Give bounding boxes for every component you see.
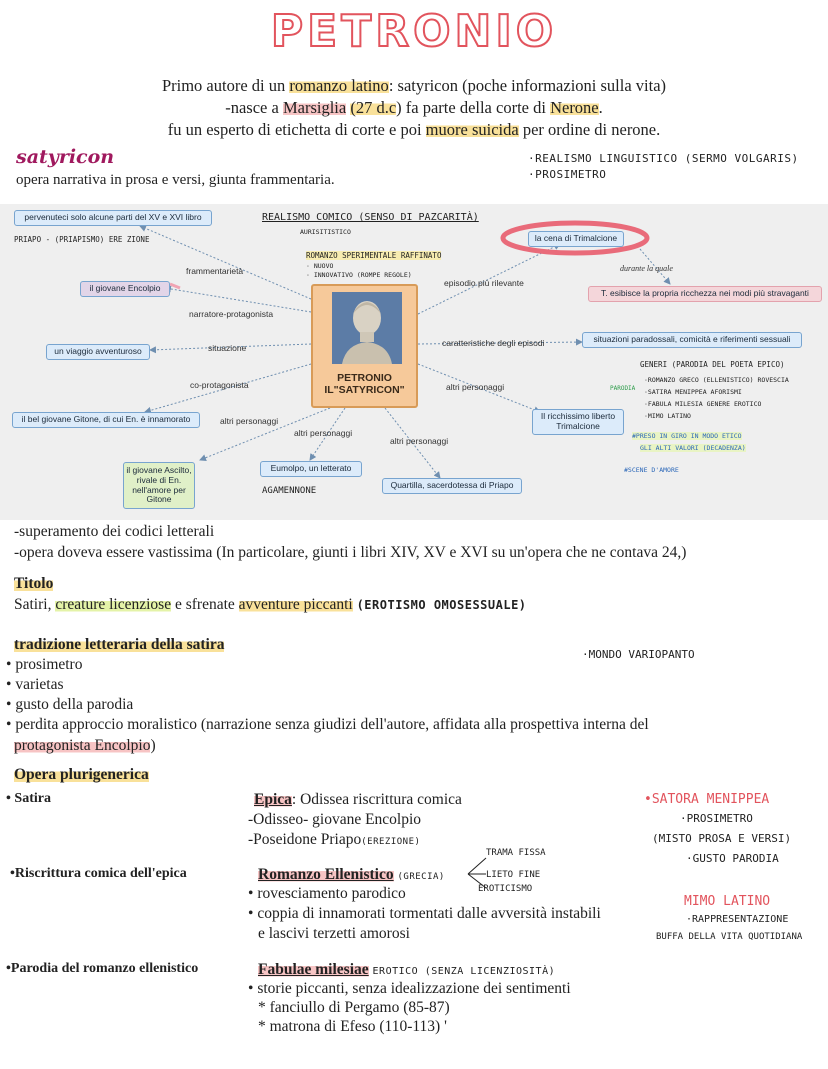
node-cena: la cena di Trimalcione <box>528 231 624 247</box>
hand-generi: GENERI (PARODIA DEL POETA EPICO) <box>640 360 785 369</box>
fabulae-item-1: • storie piccanti, senza idealizzazione dei sentimenti <box>248 980 571 997</box>
highlight: Epica <box>254 791 292 808</box>
text: storie piccanti, senza idealizzazione dei sentimenti <box>257 980 571 997</box>
node-pervenuteci: pervenuteci solo alcune parti del XV e XVI libro <box>14 210 212 226</box>
hand-g5: #PRESO IN GIRO IN MODO ETICO <box>632 432 742 440</box>
hand-parodia: PARODIA <box>610 385 636 392</box>
text: e sfrenate <box>171 596 239 613</box>
satyricon-desc: opera narrativa in prosa e versi, giunta frammentaria. <box>16 172 335 188</box>
hand-g7: #SCENE D'AMORE <box>624 466 679 474</box>
note-mimo-latino: MIMO LATINO <box>684 894 771 909</box>
text: ) <box>150 737 156 754</box>
node-quartilla: Quartilla, sacerdotessa di Priapo <box>382 478 522 494</box>
opera-heading: Opera plurigenerica <box>14 766 149 783</box>
text: . <box>598 98 603 117</box>
edge-episodio: episodio più rilevante <box>444 278 524 288</box>
edge-coprotagonista: co-protagonista <box>190 380 249 390</box>
hand-g1: ·ROMANZO GRECO (ELLENISTICO) ROVESCIA <box>644 376 789 384</box>
note-mimo-rappr: ·RAPPRESENTAZIONE <box>686 914 789 925</box>
edge-frammentarieta: frammentarietà <box>186 266 244 276</box>
tradizione-item-3: • gusto della parodia <box>6 696 134 713</box>
highlight: (27 d.c <box>350 98 397 117</box>
note-trama: TRAMA FISSA <box>486 848 546 858</box>
hand-romanzo: ROMANZO SPERIMENTALE RAFFINATO <box>306 251 442 260</box>
page-title: PETRONIO <box>270 6 558 57</box>
highlight: romanzo latino <box>289 76 389 95</box>
edge-altri-1: altri personaggi <box>220 416 279 426</box>
highlight: Nerone <box>550 98 599 117</box>
highlight: creature licenziose <box>55 596 172 613</box>
codici-line-1: -superamento dei codici letterali <box>14 523 215 540</box>
tradizione-item-1: • prosimetro <box>6 656 83 673</box>
row-riscrittura: •Riscrittura comica dell'epica <box>10 866 187 881</box>
text: gusto della parodia <box>15 696 134 713</box>
highlight: Fabulae milesiae <box>258 961 369 978</box>
note-lieto: LIETO FINE <box>486 870 541 880</box>
hand-nuovo: · NUOVO <box>306 262 334 270</box>
romanzo-item-2b: e lascivi terzetti amorosi <box>258 925 410 942</box>
concept-map <box>0 204 828 520</box>
node-situazioni: situazioni paradossali, comicità e riferimenti sessuali <box>582 332 802 348</box>
note-sm-gusto: ·GUSTO PARODIA <box>686 852 779 865</box>
intro-line-1 <box>0 76 828 96</box>
tradizione-item-4: • perdita approccio moralistico (narrazione senza giudizi dell'autore, affidata alla prospettiva interna del <box>6 716 649 733</box>
hand-innovativo: · INNOVATIVO (ROMPE REGOLE) <box>306 271 412 279</box>
text: rovesciamento parodico <box>257 885 406 902</box>
node-eumolpo: Eumolpo, un letterato <box>260 461 362 477</box>
text: coppia di innamorati tormentati dalle avversità instabili <box>257 905 601 922</box>
titolo-heading: Titolo <box>14 575 54 592</box>
handwritten-note: (EREZIONE) <box>361 837 421 847</box>
handwritten-note: (EROTISMO OMOSESSUALE) <box>356 598 527 612</box>
romanzo-item-1: • rovesciamento parodico <box>248 885 406 902</box>
edge-caratteristiche: caratteristiche degli episodi <box>442 338 545 348</box>
hand-realismo: REALISMO COMICO (SENSO DI PAZCARITÀ) <box>262 212 479 223</box>
note-sm-misto: (MISTO PROSA E VERSI) <box>652 832 792 845</box>
edge-altri-3: altri personaggi <box>390 436 449 446</box>
highlight: Marsiglia <box>282 98 347 117</box>
hand-g6: GLI ALTI VALORI (DECADENZA) <box>640 444 746 452</box>
codici-line-2: -opera doveva essere vastissima (In particolare, giunti i libri XIV, XV e XVI su un'opera che ne contava 24,) <box>14 544 687 561</box>
edge-situazione: situazione <box>208 343 247 353</box>
text: Satiri, <box>14 596 56 613</box>
tradizione-item-2: • varietas <box>6 676 64 693</box>
hand-agamennone: AGAMENNONE <box>262 486 317 496</box>
handwritten-note: EROTICO (SENZA LICENZIOSITÀ) <box>372 966 556 977</box>
intro-line-3 <box>0 120 828 140</box>
edge-narratore: narratore-protagonista <box>189 309 274 319</box>
satyricon-heading: satyricon <box>16 146 115 168</box>
note-mondo: ·MONDO VARIOPANTO <box>582 648 695 661</box>
note-sm-prosimetro: ·PROSIMETRO <box>680 812 753 825</box>
handwritten-note: (GRECIA) <box>397 872 445 882</box>
text: : Odissea riscrittura comica <box>291 791 462 808</box>
text: fu un esperto di etichetta di corte e poi <box>167 120 426 139</box>
edge-altri-2: altri personaggi <box>294 428 353 438</box>
tradizione-heading: tradizione letteraria della satira <box>14 636 225 653</box>
center-label: PETRONIO IL"SATYRICON" <box>324 372 405 397</box>
intro-line-2 <box>0 98 828 118</box>
text: perdita approccio moralistico (narrazione senza giudizi dell'autore, affidata alla prospettiva interna del <box>15 716 649 733</box>
epica-item-2 <box>248 831 420 849</box>
node-ascilto: il giovane Ascilto, rivale di En. nell'amore per Gitone <box>123 462 195 509</box>
highlight: muore suicida <box>425 120 519 139</box>
node-gitone: il bel giovane Gitone, di cui En. è innamorato <box>12 412 200 428</box>
highlight: avventure piccanti <box>238 596 353 613</box>
highlight: Romanzo Ellenistico <box>258 866 394 883</box>
epica-line <box>254 791 462 809</box>
node-viaggio: un viaggio avventuroso <box>46 344 150 360</box>
hand-g4: ·MIMO LATINO <box>644 412 691 420</box>
hand-g2: ·SATIRA MENIPPEA AFORISMI <box>644 388 742 396</box>
titolo-line <box>14 596 527 614</box>
note-satira-menippea: •SATORA MENIPPEA <box>644 792 770 807</box>
note-realismo: ·REALISMO LINGUISTICO (SERMO VOLGARIS) <box>528 152 799 165</box>
edge-altri-4: altri personaggi <box>446 382 505 392</box>
fabulae-item-2: * fanciullo di Pergamo (85-87) <box>258 999 450 1016</box>
note-prosimetro: ·PROSIMETRO <box>528 168 607 181</box>
tradizione-item-4-cont <box>14 737 156 755</box>
epica-item-1: -Odisseo- giovane Encolpio <box>248 811 422 828</box>
text: varietas <box>15 676 64 693</box>
text: -nasce a <box>225 98 283 117</box>
text: per ordine di nerone. <box>518 120 661 139</box>
note-erot: EROTICISMO <box>478 884 533 894</box>
romanzo-line <box>258 866 445 884</box>
row-satira: • Satira <box>6 791 51 806</box>
node-encolpio: il giovane Encolpio <box>80 281 170 297</box>
romanzo-item-2: • coppia di innamorati tormentati dalle avversità instabili <box>248 905 601 922</box>
note-mimo-buffa: BUFFA DELLA VITA QUOTIDIANA <box>656 932 803 942</box>
edge-durante: durante la quale <box>620 264 673 273</box>
hand-aurisitistico: AURISITISTICO <box>300 228 351 236</box>
text: Primo autore di un <box>161 76 290 95</box>
highlight: protagonista Encolpio <box>14 737 151 754</box>
fabulae-item-3: * matrona di Efeso (110-113) ' <box>258 1018 447 1035</box>
hand-priapo: PRIAPO - (PRIAPISMO) ERE ZIONE <box>14 235 150 244</box>
row-parodia: •Parodia del romanzo ellenistico <box>6 961 199 976</box>
hand-g3: ·FABULA MILESIA GENERE EROTICO <box>644 400 762 408</box>
text: : satyricon (poche informazioni sulla vita) <box>388 76 667 95</box>
text: -Poseidone Priapo <box>248 831 362 848</box>
text: prosimetro <box>15 656 83 673</box>
text: ) fa parte della corte di <box>396 98 551 117</box>
center-node <box>311 284 418 408</box>
petronio-bust-image <box>332 292 402 364</box>
fabulae-line <box>258 961 555 979</box>
node-trimalcione: Il ricchissimo liberto Trimalcione <box>532 409 624 435</box>
node-ricchezza: T. esibisce la propria ricchezza nei modi più stravaganti <box>588 286 822 302</box>
